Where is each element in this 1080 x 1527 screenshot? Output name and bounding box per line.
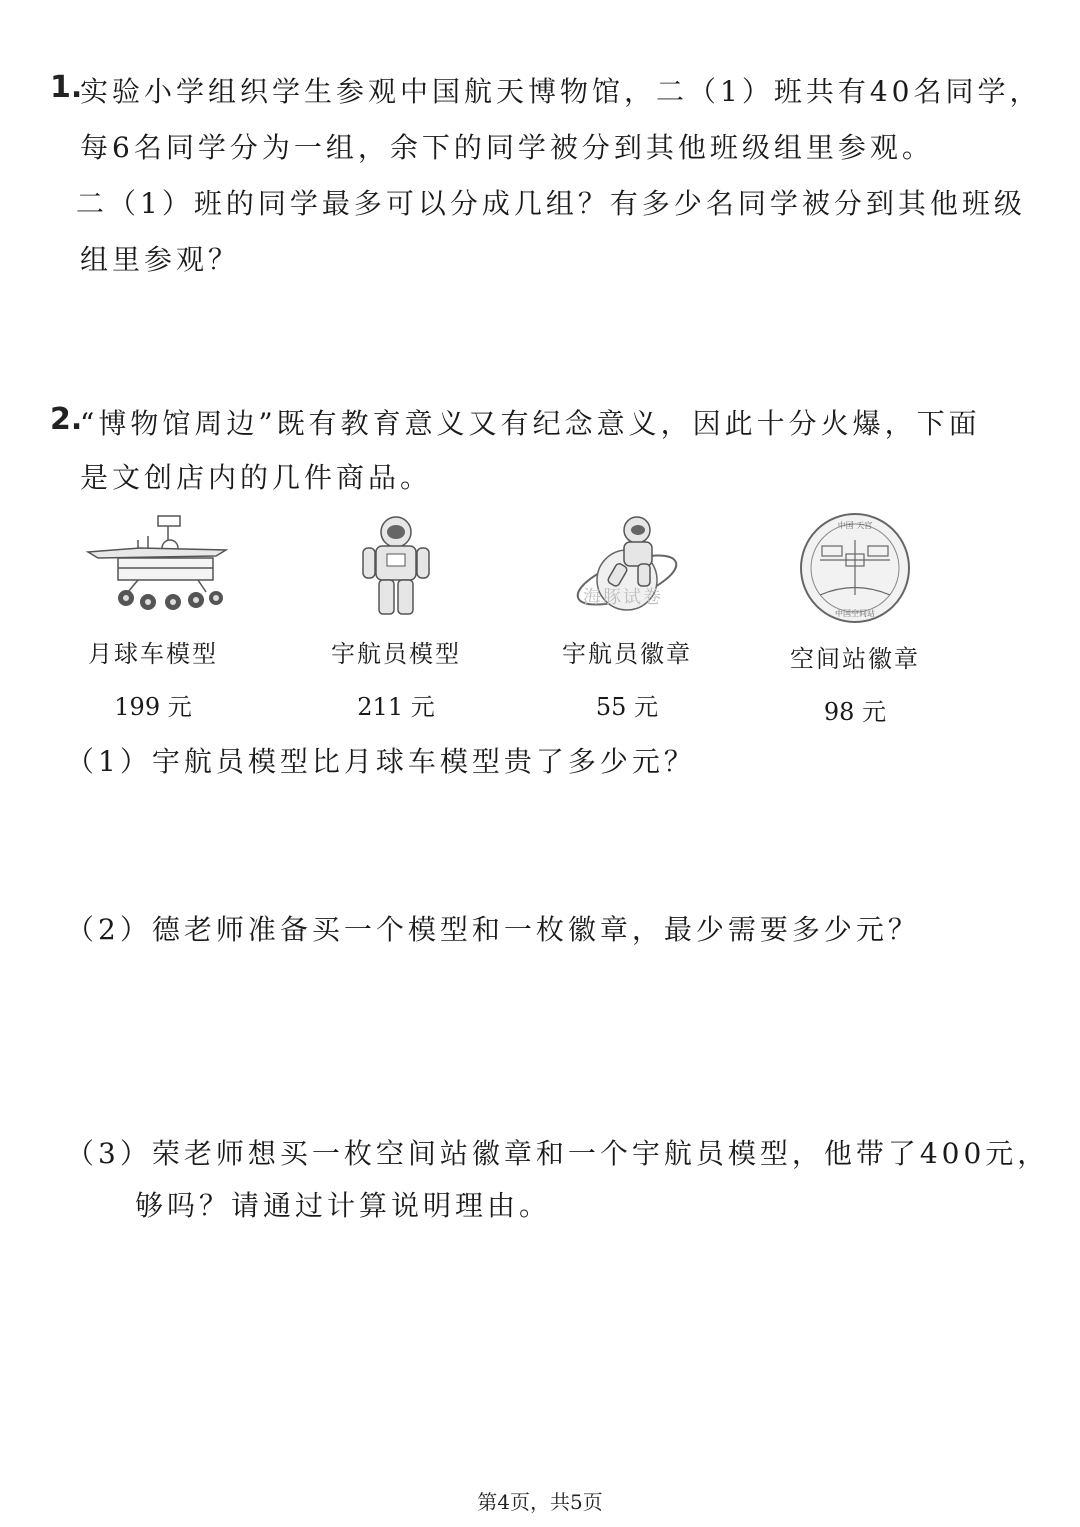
product-price: 55 元 [595,693,659,721]
question-text-line: 组里参观？ [80,243,241,276]
astronaut-icon [321,510,471,620]
product-price: 199 元 [114,693,192,721]
question-text-line: 实验小学组织学生参观中国航天博物馆，二（1）班共有40名同学， [80,75,1042,108]
question-text-line: 二（1）班的同学最多可以分成几组？有多少名同学被分到其他班级 [76,187,1026,220]
question-text-line: “博物馆周边”既有教育意义又有纪念意义，因此十分火爆，下面 [80,407,981,440]
product-price: 211 元 [357,693,435,721]
product-item [542,510,712,722]
product-item [770,510,940,727]
lunar-rover-icon [78,510,228,620]
page-footer: 第4页，共5页 [477,1490,603,1514]
question-text-line: 是文创店内的几件商品。 [80,461,433,494]
badge-bottom-text: 中国空间站 [835,609,875,618]
sub-question-2: （2）德老师准备买一个模型和一枚徽章，最少需要多少元？ [66,913,920,946]
sub-question-3-line-2: 够吗？请通过计算说明理由。 [135,1189,552,1222]
product-item [68,510,238,722]
question-number: 2. [50,402,83,437]
sub-question-1: （1）宇航员模型比月球车模型贵了多少元？ [66,745,696,778]
badge-top-text: 中国 天宫 [837,521,873,530]
product-name: 宇航员模型 [331,640,461,668]
space-station-badge-icon [780,510,930,625]
product-item [311,510,481,722]
product-name: 宇航员徽章 [562,640,692,668]
sub-question-3-line-1: （3）荣老师想买一枚空间站徽章和一个宇航员模型，他带了400元， [66,1137,1050,1170]
product-name: 月球车模型 [88,640,218,668]
question-number: 1. [50,70,83,105]
product-price: 98 元 [823,698,887,726]
watermark: 海豚试卷 [583,587,663,608]
product-name: 空间站徽章 [790,645,920,673]
question-text-line: 每6名同学分为一组，余下的同学被分到其他班级组里参观。 [80,131,934,164]
